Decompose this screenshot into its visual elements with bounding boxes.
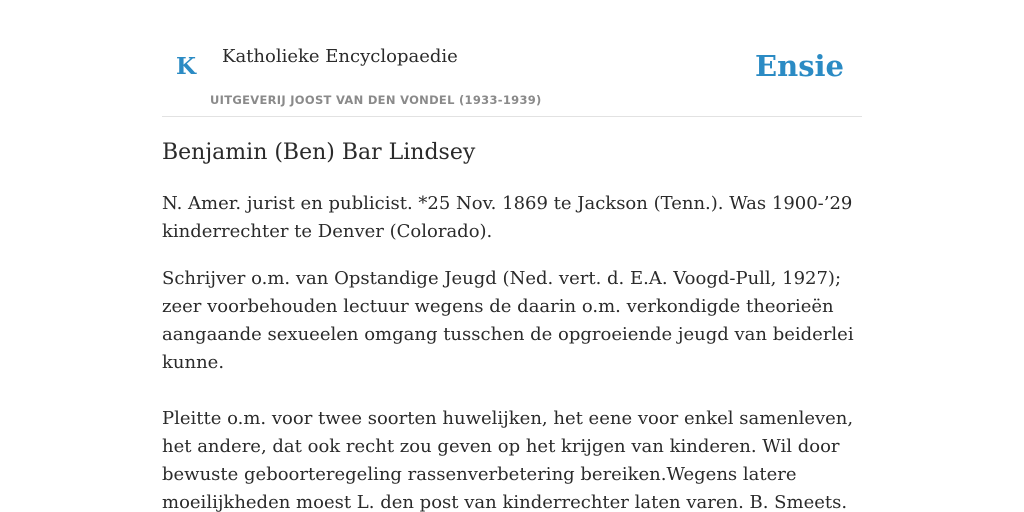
ensie-brand-logo[interactable]: Ensie [755, 49, 844, 83]
source-title[interactable]: Katholieke Encyclopaedie [222, 46, 458, 67]
site-header [162, 0, 862, 117]
article-title: Benjamin (Ben) Bar Lindsey [162, 140, 476, 165]
article-paragraph: N. Amer. jurist en publicist. *25 Nov. 1869 te Jackson (Tenn.). Was 1900-’29 kinderrechter te Denver (Colorado). [162, 192, 853, 242]
publisher-subtitle: UITGEVERIJ JOOST VAN DEN VONDEL (1933-1939) [210, 93, 542, 107]
article [162, 138, 862, 512]
article-paragraph: Schrijver o.m. van Opstandige Jeugd (Ned. vert. d. E.A. Voogd-Pull, 1927); zeer voorbehouden lectuur wegens de daarin o.m. verkondigde theorieën aangaande sexueelen omgang tusschen de opgroeiende jeugd van beiderlei kunne. [162, 267, 854, 373]
article-paragraph: Pleitte o.m. voor twee soorten huwelijken, het eene voor enkel samenleven, het andere, dat ook recht zou geven op het krijgen van kinderen. Wil door bewuste geboorteregeling rassenverbetering bereiken.Wegens latere moeilijkheden moest L. den post van kinderrechter laten varen. B. Smeets. [162, 407, 854, 512]
encyclopedia-logo[interactable]: K [176, 53, 196, 80]
